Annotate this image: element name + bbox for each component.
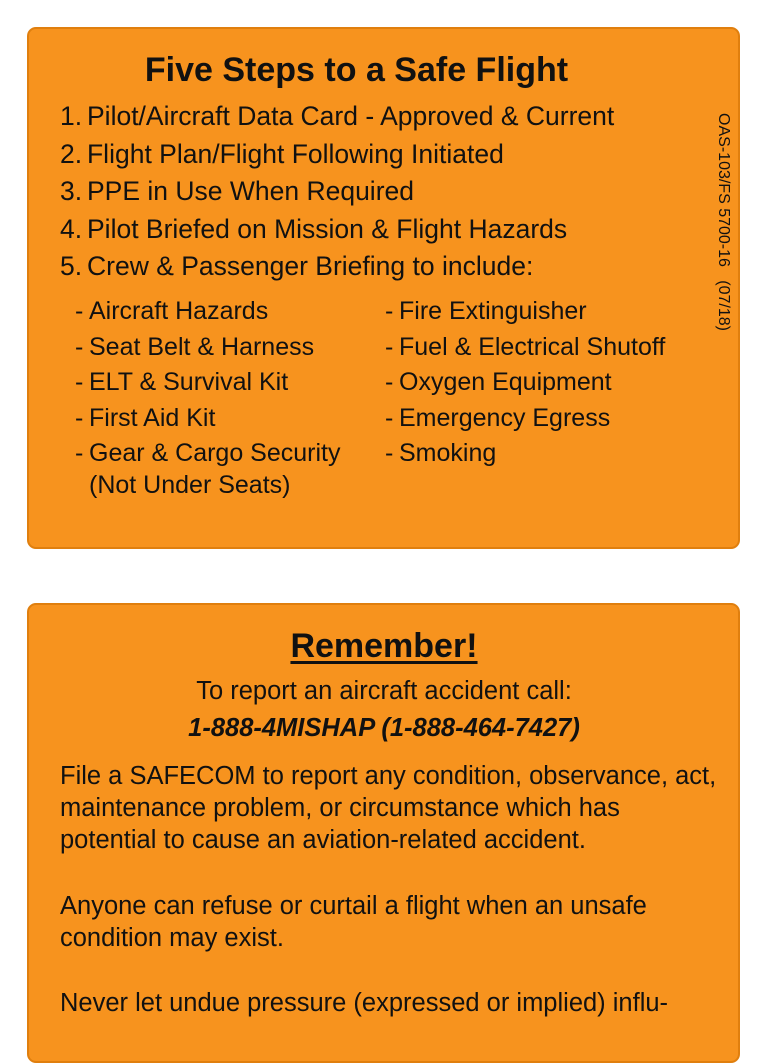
briefing-item-text: Fire Extinguisher bbox=[399, 297, 587, 325]
briefing-item-text: Fuel & Electrical Shutoff bbox=[399, 332, 666, 361]
briefing-list-right bbox=[385, 295, 665, 473]
dash-bullet: - bbox=[385, 332, 394, 361]
step-text: PPE in Use When Required bbox=[87, 176, 414, 206]
dash-bullet: - bbox=[75, 297, 84, 325]
safecom-paragraph: File a SAFECOM to report any condition, observance, act, maintenance problem, or circumstance which has potential to cause an aviation-related accident. bbox=[60, 762, 717, 854]
briefing-list-left bbox=[75, 295, 341, 505]
safe-flight-title: Five Steps to a Safe Flight bbox=[144, 51, 569, 89]
mishap-phone-number: 1-888-4MISHAP (1-888-464-7427) bbox=[188, 714, 580, 742]
step-text: Crew & Passenger Briefing to include: bbox=[87, 251, 534, 281]
undue-pressure-paragraph: Never let undue pressure (expressed or implied) influ- bbox=[60, 989, 669, 1017]
briefing-item bbox=[385, 402, 665, 434]
briefing-item bbox=[75, 437, 341, 501]
step-item bbox=[60, 136, 614, 174]
step-number: 3. bbox=[60, 176, 83, 206]
briefing-item-text: Smoking bbox=[399, 439, 497, 467]
dash-bullet: - bbox=[75, 439, 84, 467]
briefing-item bbox=[385, 295, 665, 327]
step-text: Flight Plan/Flight Following Initiated bbox=[87, 138, 504, 169]
dash-bullet: - bbox=[385, 439, 394, 467]
dash-bullet: - bbox=[385, 368, 394, 396]
remember-title: Remember! bbox=[290, 627, 478, 665]
briefing-item bbox=[385, 331, 665, 363]
briefing-item bbox=[75, 295, 341, 327]
dash-bullet: - bbox=[75, 332, 84, 361]
report-instruction: To report an aircraft accident call: bbox=[196, 677, 572, 705]
briefing-item bbox=[75, 402, 341, 434]
step-number: 1. bbox=[60, 101, 83, 131]
briefing-item-text: Oxygen Equipment bbox=[399, 368, 612, 396]
briefing-item bbox=[75, 366, 341, 398]
briefing-item-text: Gear & Cargo Security (Not Under Seats) bbox=[89, 439, 341, 499]
step-text: Pilot Briefed on Mission & Flight Hazards bbox=[87, 213, 568, 244]
refuse-flight-paragraph: Anyone can refuse or curtail a flight when an unsafe condition may exist. bbox=[60, 892, 647, 952]
briefing-item bbox=[385, 437, 665, 469]
briefing-item-text: First Aid Kit bbox=[89, 403, 216, 432]
step-text: Pilot/Aircraft Data Card - Approved & Current bbox=[87, 101, 615, 131]
dash-bullet: - bbox=[75, 368, 84, 396]
step-item bbox=[60, 98, 614, 136]
briefing-item bbox=[75, 331, 341, 363]
briefing-item-text: ELT & Survival Kit bbox=[89, 368, 289, 396]
form-number-vertical: OAS-103/FS 5700-16 (07/18) bbox=[715, 113, 732, 331]
step-item bbox=[60, 211, 614, 249]
dash-bullet: - bbox=[385, 297, 394, 325]
step-number: 5. bbox=[60, 251, 83, 281]
briefing-item-text: Emergency Egress bbox=[399, 403, 611, 432]
step-item bbox=[60, 248, 614, 286]
step-number: 2. bbox=[60, 138, 83, 169]
briefing-item-text: Seat Belt & Harness bbox=[89, 332, 315, 361]
dash-bullet: - bbox=[75, 403, 84, 432]
step-number: 4. bbox=[60, 213, 83, 244]
briefing-item-text: Aircraft Hazards bbox=[89, 297, 269, 325]
briefing-item bbox=[385, 366, 665, 398]
dash-bullet: - bbox=[385, 403, 394, 432]
steps-list bbox=[60, 98, 614, 286]
step-item bbox=[60, 173, 614, 211]
